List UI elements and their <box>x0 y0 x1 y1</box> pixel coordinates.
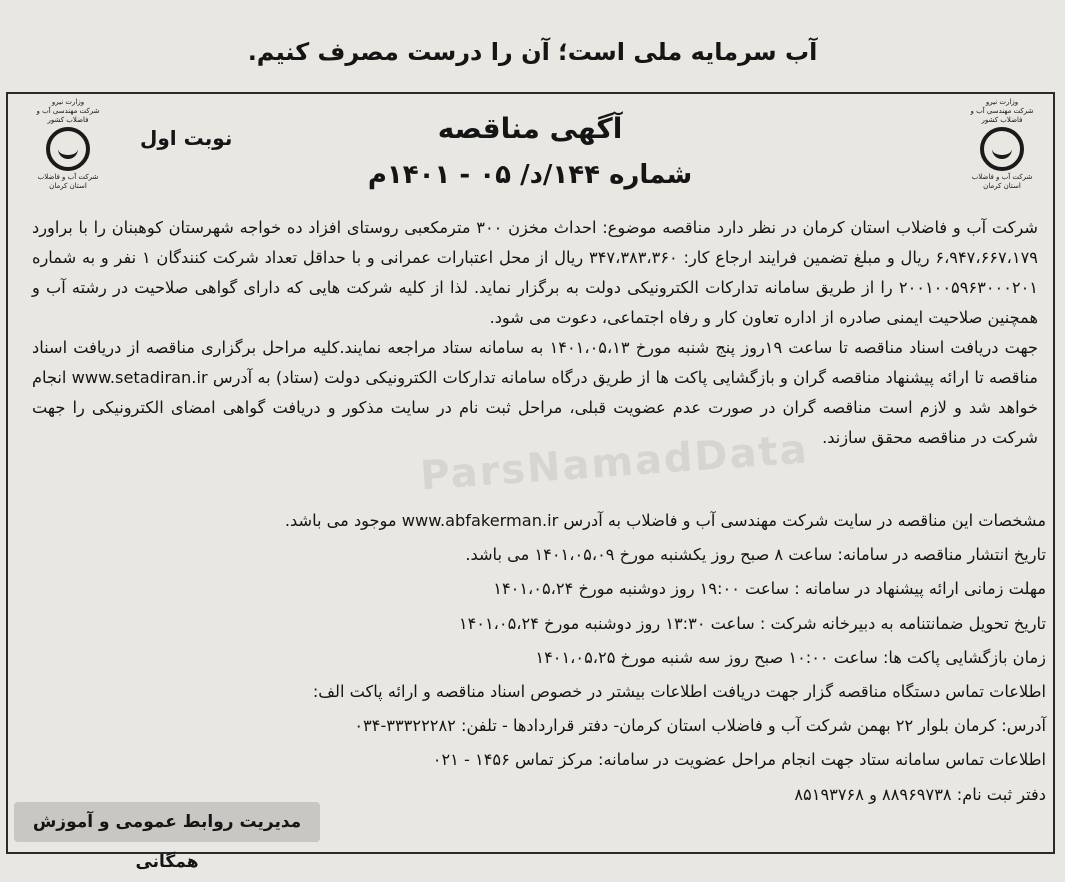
logo-caption-province: شرکت آب و فاضلاب استان کرمان <box>37 173 99 190</box>
detail-line-publish-date: تاریخ انتشار مناقصه در سامانه: ساعت ۸ صبح روز یکشنبه مورخ ۱۴۰۱،۰۵،۰۹ می باشد. <box>465 545 1046 565</box>
logo-caption-ministry: وزارت نیرو <box>985 98 1019 106</box>
notice-body <box>32 213 1038 453</box>
detail-line-bid-deadline: مهلت زمانی ارائه پیشنهاد در سامانه : ساعت ۱۹:۰۰ روز دوشنبه مورخ ۱۴۰۱،۰۵،۲۴ <box>493 579 1046 599</box>
body-paragraph-intro: شرکت آب و فاضلاب استان کرمان در نظر دارد مناقصه موضوع: احداث مخزن ۳۰۰ مترمکعبی روستای افزاد ده خواجه شهرستان کوهبنان را با براورد ۶،۹۴۷،۶۶۷،۱۷۹ ریال و مبلغ تضمین فرایند ارجاع کار: ۳۴۷،۳۸۳،۳۶۰ ریال از محل اعتبارات عمرانی و با حداقل تعداد شرکت کنندگان ۱ نفر و به شماره ۲۰۰۱۰۰۵۹۶۳۰۰۰۲۰۱ را از طریق سامانه تدارکات الکترونیکی دولت به برگزار نماید. لذا از کلیه شرکت هایی که دارای گواهی صلاحیت در رشته آب و همچنین صلاحیت ایمنی صادره از اداره تعاون کار و رفاه اجتماعی، دعوت می شود. <box>32 218 1038 327</box>
water-drop-logo-icon <box>980 127 1024 171</box>
watermark-text: ParsNamadData <box>418 426 810 500</box>
notice-details <box>60 504 1046 812</box>
body-paragraph-documents: جهت دریافت اسناد مناقصه تا ساعت ۱۹روز پنج شنبه مورخ ۱۴۰۱،۰۵،۱۳ به سامانه ستاد مراجعه نمایند.کلیه مراحل برگزاری مناقصه از دریافت اسناد مناقصه تا ارائه پیشنهاد مناقصه گران و بازگشایی پاکت ها از طریق درگاه سامانه تدارکات الکترونیکی دولت (ستاد) به آدرس www.setadiran.ir انجام خواهد شد و لازم است مناقصه گران در صورت عدم عضویت قبلی، مراحل ثبت نام در سایت مذکور و دریافت گواهی امضای الکترونیکی را جهت شرکت در مناقصه محقق سازند. <box>32 338 1038 447</box>
logo-caption-ministry: وزارت نیرو <box>51 98 85 106</box>
ministry-logo-right <box>962 98 1042 188</box>
ministry-logo-left <box>28 98 108 188</box>
detail-line-opening-date: زمان بازگشایی پاکت ها: ساعت ۱۰:۰۰ صبح روز سه شنبه مورخ ۱۴۰۱،۰۵،۲۵ <box>535 647 1046 667</box>
detail-line-registration-office: دفتر ثبت نام: ۸۸۹۶۹۷۳۸ و ۸۵۱۹۳۷۶۸ <box>794 784 1046 804</box>
notice-number: شماره ۱۴۴/د/ ۰۵ - ۱۴۰۱م <box>367 160 693 190</box>
notice-title: آگهی مناقصه <box>437 112 623 145</box>
detail-line-address: آدرس: کرمان بلوار ۲۲ بهمن شرکت آب و فاضلاب استان کرمان- دفتر قراردادها - تلفن: ۳۳۳۲۲۲۸۲-۰۳۴ <box>354 716 1046 736</box>
detail-line-guarantee-delivery: تاریخ تحویل ضمانتنامه به دبیرخانه شرکت : ساعت ۱۳:۳۰ روز دوشنبه مورخ ۱۴۰۱،۰۵،۲۴ <box>458 613 1046 633</box>
logo-caption-company: شرکت مهندسی آب و فاضلاب کشور <box>970 107 1034 124</box>
publication-round: نوبت اول <box>140 126 233 150</box>
detail-line-website: مشخصات این مناقصه در سایت شرکت مهندسی آب و فاضلاب به آدرس www.abfakerman.ir موجود می باشد. <box>284 511 1046 530</box>
water-drop-logo-icon <box>46 127 90 171</box>
detail-line-setad-contact: اطلاعات تماس سامانه ستاد جهت انجام مراحل عضویت در سامانه: مرکز تماس ۱۴۵۶ - ۰۲۱ <box>432 750 1046 770</box>
logo-caption-company: شرکت مهندسی آب و فاضلاب کشور <box>36 107 100 124</box>
slogan-heading: آب سرمایه ملی است؛ آن را درست مصرف کنیم. <box>247 38 818 66</box>
detail-line-contact-heading: اطلاعات تماس دستگاه مناقصه گزار جهت دریافت اطلاعات بیشتر در خصوص اسناد مناقصه و ارائه پاکت الف: <box>312 681 1046 701</box>
logo-caption-province: شرکت آب و فاضلاب استان کرمان <box>971 173 1033 190</box>
public-relations-signature: مدیریت روابط عمومی و آموزش همگانی <box>14 802 320 842</box>
